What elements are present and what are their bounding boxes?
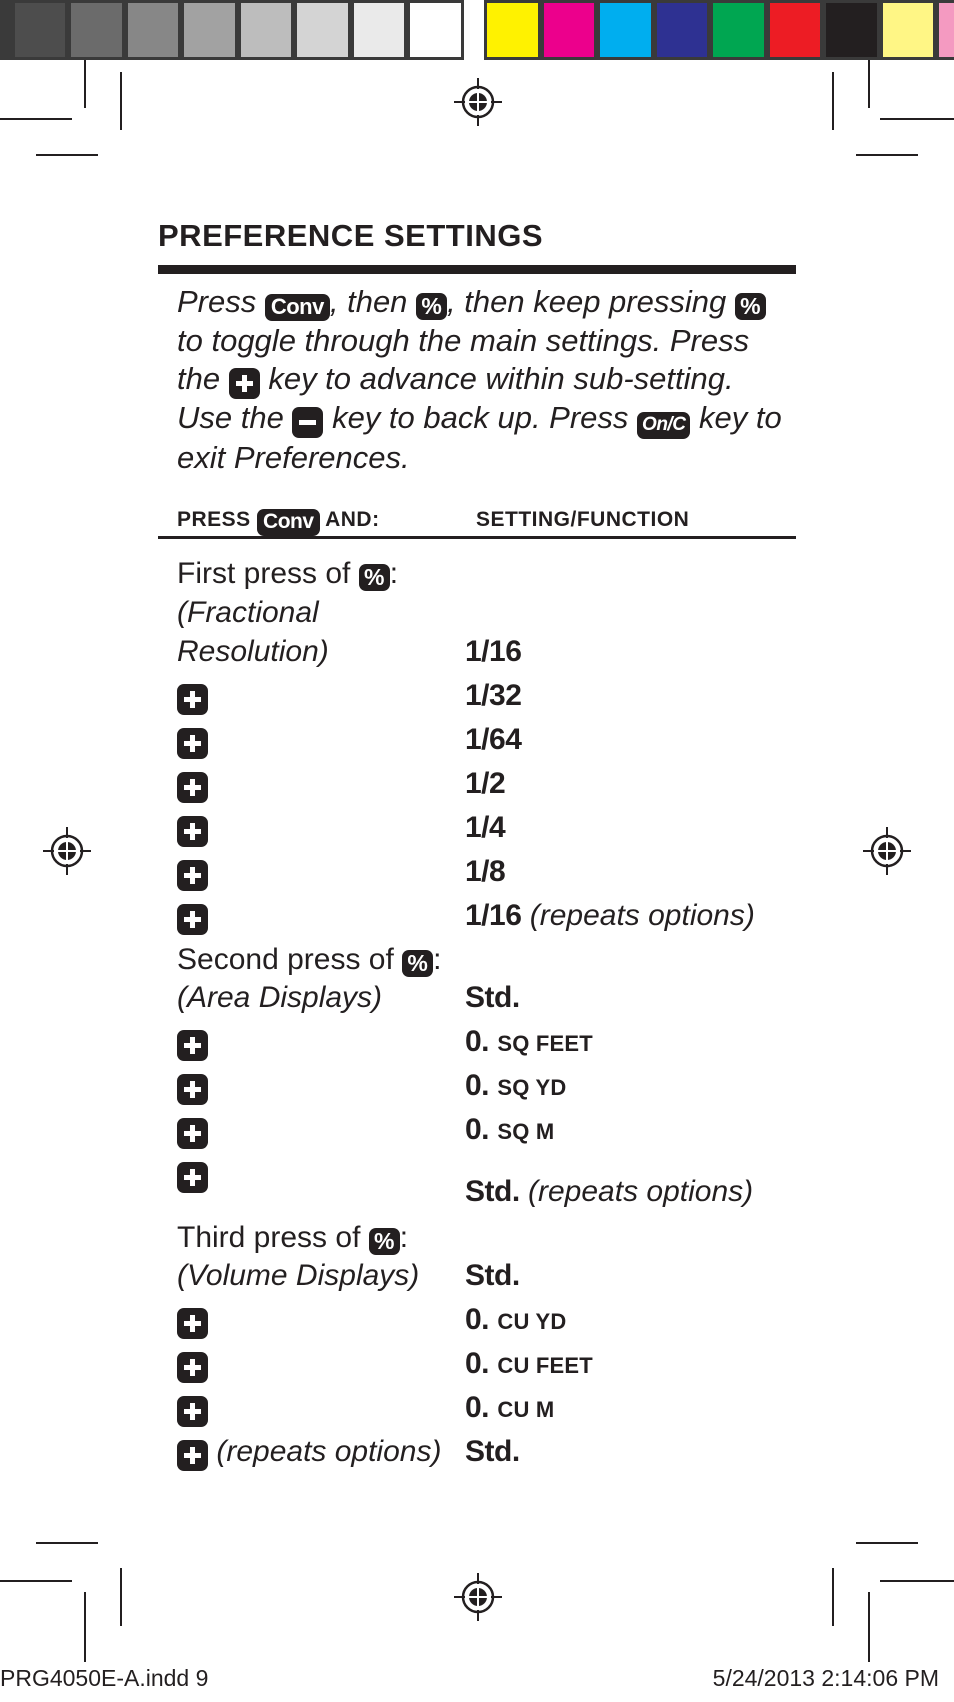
gray-swatch bbox=[238, 0, 295, 60]
setting-value: Std. bbox=[465, 1435, 520, 1468]
gray-swatch bbox=[351, 0, 408, 60]
fractional-label: (Fractional bbox=[177, 596, 319, 629]
setting-value: 1/8 bbox=[465, 855, 506, 888]
plus-repeats-row: (repeats options) bbox=[177, 1434, 441, 1471]
plus-key-icon bbox=[177, 1112, 208, 1149]
section-title: PREFERENCE SETTINGS bbox=[158, 218, 543, 253]
plus-key-icon bbox=[177, 1302, 208, 1339]
setting-value: 1/16 bbox=[465, 635, 522, 668]
gray-swatch bbox=[125, 0, 182, 60]
plus-key-icon bbox=[177, 1390, 208, 1427]
percent-key-icon: % bbox=[402, 950, 433, 977]
setting-value: 0. SQ YD bbox=[465, 1069, 567, 1102]
process-color-swatch bbox=[484, 0, 541, 60]
volume-displays-label: (Volume Displays) bbox=[177, 1259, 420, 1292]
registration-mark-icon bbox=[43, 827, 91, 875]
title-rule bbox=[158, 265, 796, 274]
conv-key-icon: Conv bbox=[265, 294, 330, 321]
header-rule bbox=[158, 536, 796, 539]
percent-key-icon: % bbox=[416, 293, 447, 320]
process-color-swatch bbox=[880, 0, 937, 60]
setting-value: 0. SQ FEET bbox=[465, 1025, 593, 1058]
plus-key-icon bbox=[177, 1156, 208, 1193]
setting-value: Std. bbox=[465, 981, 520, 1014]
setting-value: 1/2 bbox=[465, 767, 506, 800]
plus-key-icon bbox=[177, 1024, 208, 1061]
process-color-swatch bbox=[710, 0, 767, 60]
percent-key-icon: % bbox=[359, 564, 390, 591]
plus-key-icon bbox=[177, 766, 208, 803]
setting-value: 0. SQ M bbox=[465, 1113, 555, 1146]
first-press-label: First press of % : bbox=[177, 557, 399, 590]
on-c-key-icon: On/C bbox=[637, 412, 690, 439]
registration-mark-icon bbox=[863, 827, 911, 875]
setting-value: 0. CU YD bbox=[465, 1303, 567, 1336]
plus-key-icon bbox=[177, 722, 208, 759]
percent-key-icon: % bbox=[369, 1228, 400, 1255]
plus-key-icon bbox=[177, 854, 208, 891]
column-header-press: PRESS Conv AND: bbox=[177, 508, 380, 536]
setting-value: Std. (repeats options) bbox=[465, 1175, 754, 1208]
setting-value: 1/64 bbox=[465, 723, 522, 756]
process-color-swatch bbox=[597, 0, 654, 60]
process-color-swatch bbox=[936, 0, 954, 60]
second-press-label: Second press of % : bbox=[177, 943, 442, 976]
gray-swatch bbox=[0, 0, 12, 60]
third-press-label: Third press of % : bbox=[177, 1221, 409, 1254]
conv-key-icon: Conv bbox=[257, 509, 320, 536]
plus-key-icon bbox=[177, 678, 208, 715]
footer-timestamp: 5/24/2013 2:14:06 PM bbox=[712, 1665, 939, 1691]
setting-value: 0. CU M bbox=[465, 1391, 555, 1424]
intro-paragraph: Press Conv , then % , then keep pressing % to toggle through the main settings. Press the key to advance within sub-setting. Use the key to back up. Press On/C key to exit Preferences. bbox=[177, 284, 782, 475]
setting-value: 1/4 bbox=[465, 811, 506, 844]
area-displays-label: (Area Displays) bbox=[177, 981, 383, 1014]
setting-value: Std. bbox=[465, 1259, 520, 1292]
registration-mark-icon bbox=[454, 1573, 502, 1621]
footer-file-name: PRG4050E-A.indd 9 bbox=[0, 1665, 209, 1691]
process-color-swatch bbox=[541, 0, 598, 60]
plus-key-icon bbox=[177, 1068, 208, 1105]
minus-key-icon bbox=[292, 407, 323, 438]
column-header-setting: SETTING/FUNCTION bbox=[476, 508, 690, 531]
plus-key-icon bbox=[177, 1440, 208, 1471]
registration-mark-icon bbox=[454, 78, 502, 126]
setting-value: 0. CU FEET bbox=[465, 1347, 593, 1380]
plus-key-icon bbox=[177, 898, 208, 935]
setting-value: 1/16 (repeats options) bbox=[465, 899, 755, 932]
resolution-label: Resolution) bbox=[177, 635, 329, 668]
gray-swatch bbox=[12, 0, 69, 60]
gray-swatch bbox=[294, 0, 351, 60]
plus-key-icon bbox=[177, 1346, 208, 1383]
gray-swatch bbox=[68, 0, 125, 60]
plus-key-icon bbox=[229, 368, 260, 399]
plus-key-icon bbox=[177, 810, 208, 847]
process-color-swatch bbox=[767, 0, 824, 60]
gray-swatch bbox=[407, 0, 464, 60]
gray-swatch bbox=[181, 0, 238, 60]
setting-value: 1/32 bbox=[465, 679, 522, 712]
process-color-swatch bbox=[823, 0, 880, 60]
process-color-swatch bbox=[654, 0, 711, 60]
percent-key-icon: % bbox=[735, 293, 766, 320]
printer-color-bar bbox=[0, 0, 954, 62]
